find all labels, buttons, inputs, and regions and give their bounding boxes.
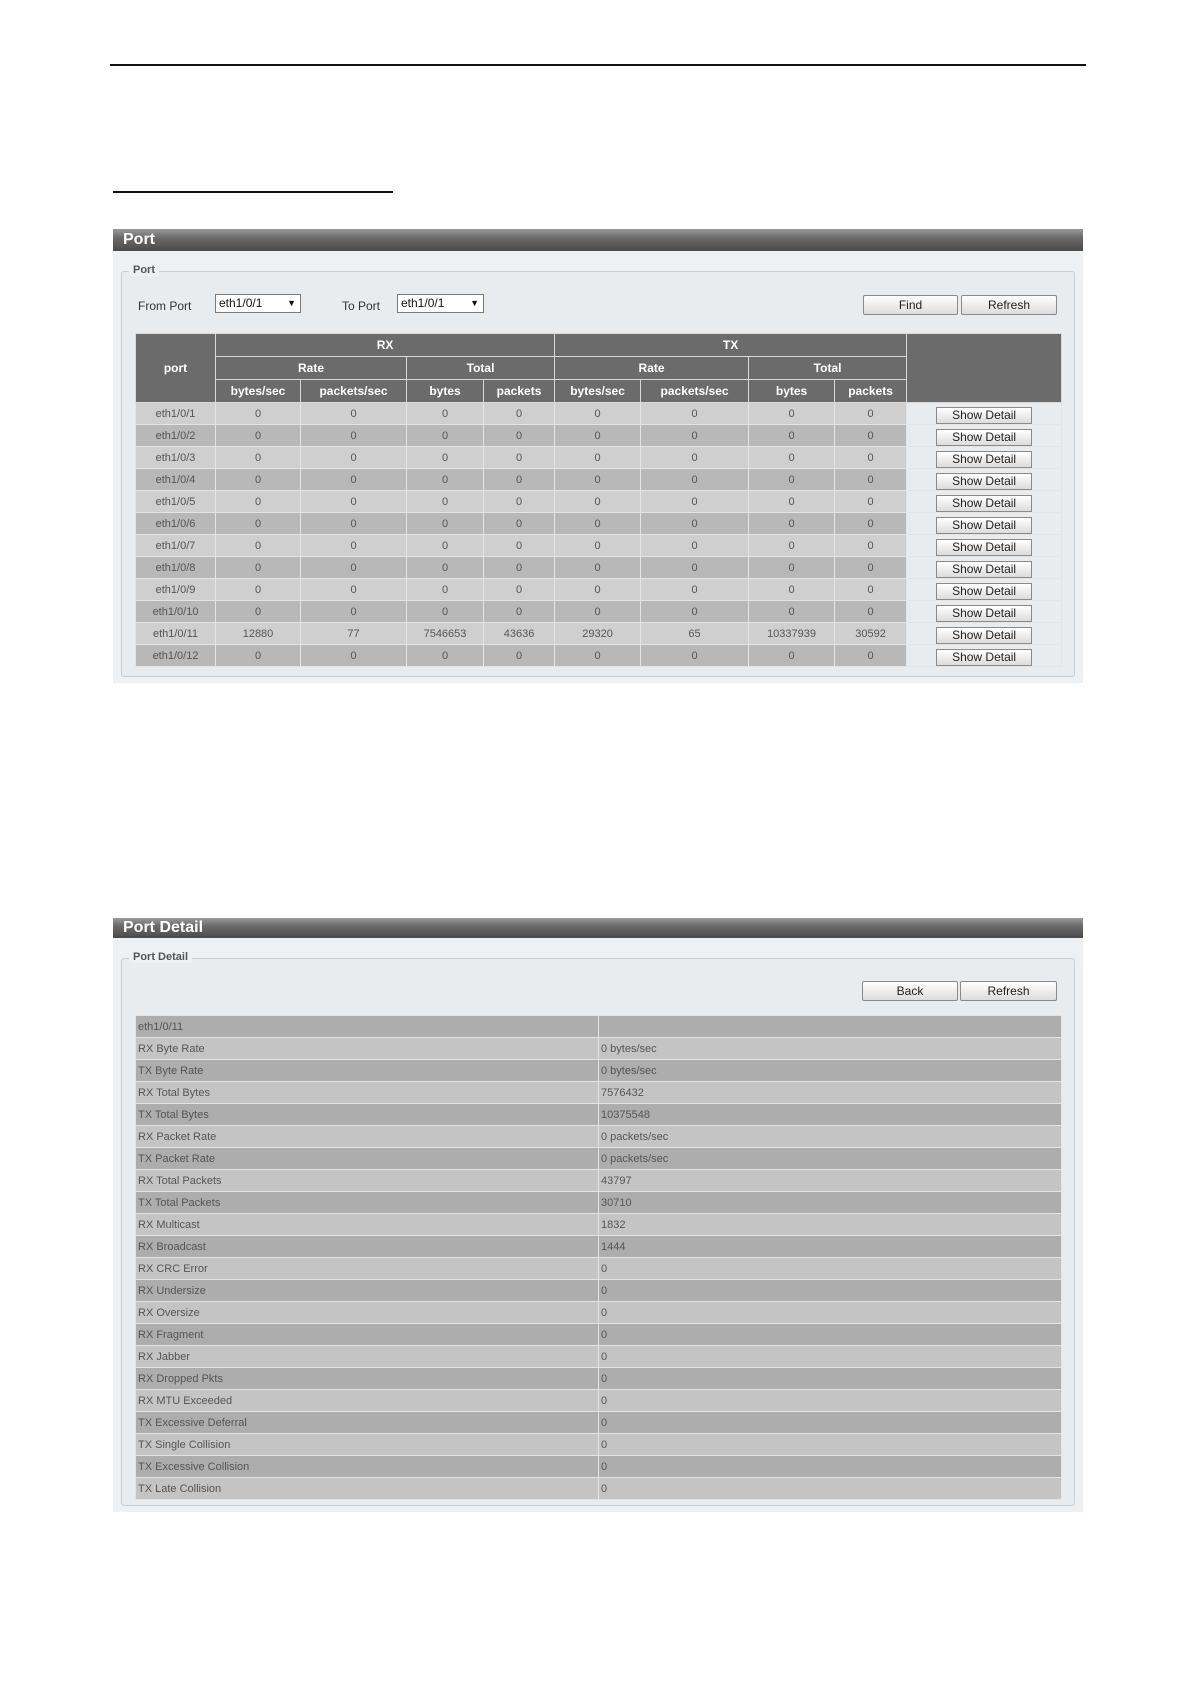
- stat-cell: 0: [555, 601, 641, 623]
- stat-cell: 0: [555, 645, 641, 667]
- port-detail-legend: Port Detail: [129, 951, 192, 963]
- stat-cell: 0: [484, 557, 555, 579]
- header-tx-bytes-sec: bytes/sec: [555, 380, 641, 403]
- stat-cell: 0: [749, 645, 835, 667]
- detail-label-cell: RX Total Bytes: [136, 1082, 599, 1104]
- detail-value-cell: 0: [599, 1324, 1062, 1346]
- detail-row: [136, 1148, 1062, 1170]
- detail-value-cell: 0: [599, 1456, 1062, 1478]
- detail-label-cell: RX Oversize: [136, 1302, 599, 1324]
- stat-cell: 0: [484, 601, 555, 623]
- stat-cell: 0: [641, 469, 749, 491]
- stat-cell: 0: [555, 513, 641, 535]
- header-rx-rate: Rate: [216, 357, 407, 380]
- stat-cell: 0: [641, 535, 749, 557]
- stat-cell: 0: [555, 579, 641, 601]
- detail-row: [136, 1390, 1062, 1412]
- stat-cell: 0: [641, 491, 749, 513]
- stat-cell: 0: [484, 645, 555, 667]
- stat-cell: 0: [407, 491, 484, 513]
- detail-label-cell: TX Excessive Deferral: [136, 1412, 599, 1434]
- action-cell: [907, 579, 1062, 601]
- stat-cell: 0: [216, 535, 301, 557]
- port-detail-table: [135, 1015, 1062, 1500]
- header-tx-rate: Rate: [555, 357, 749, 380]
- stat-cell: 30592: [835, 623, 907, 645]
- port-name-cell: eth1/0/3: [136, 447, 216, 469]
- detail-row: [136, 1324, 1062, 1346]
- stat-cell: 0: [641, 403, 749, 425]
- header-rx-packets-sec: packets/sec: [301, 380, 407, 403]
- stat-cell: 65: [641, 623, 749, 645]
- show-detail-button[interactable]: Show Detail: [936, 561, 1032, 578]
- stat-cell: 0: [835, 447, 907, 469]
- header-action: [907, 334, 1062, 403]
- detail-label-cell: RX CRC Error: [136, 1258, 599, 1280]
- detail-value-cell: 1832: [599, 1214, 1062, 1236]
- header-tx-packets: packets: [835, 380, 907, 403]
- stat-cell: 0: [749, 557, 835, 579]
- stat-cell: 7546653: [407, 623, 484, 645]
- stat-cell: 0: [407, 425, 484, 447]
- from-port-select[interactable]: [215, 294, 301, 313]
- header-rule: [110, 64, 1086, 66]
- chevron-down-icon: ▼: [470, 298, 479, 308]
- detail-label-cell: eth1/0/11: [136, 1016, 599, 1038]
- detail-row: [136, 1038, 1062, 1060]
- stat-cell: 0: [484, 447, 555, 469]
- port-stats-table: [135, 333, 1062, 667]
- stat-cell: 0: [555, 469, 641, 491]
- show-detail-button[interactable]: Show Detail: [936, 451, 1032, 468]
- show-detail-button[interactable]: Show Detail: [936, 605, 1032, 622]
- detail-row: [136, 1412, 1062, 1434]
- header-rx-bytes-sec: bytes/sec: [216, 380, 301, 403]
- stat-cell: 0: [407, 447, 484, 469]
- detail-row: [136, 1456, 1062, 1478]
- detail-row: [136, 1258, 1062, 1280]
- header-tx-bytes: bytes: [749, 380, 835, 403]
- stat-cell: 0: [301, 579, 407, 601]
- action-cell: [907, 557, 1062, 579]
- detail-label-cell: TX Single Collision: [136, 1434, 599, 1456]
- show-detail-button[interactable]: Show Detail: [936, 407, 1032, 424]
- action-cell: [907, 535, 1062, 557]
- show-detail-button[interactable]: Show Detail: [936, 539, 1032, 556]
- header-port: port: [136, 334, 216, 403]
- stat-cell: 0: [484, 403, 555, 425]
- stat-cell: 0: [835, 469, 907, 491]
- detail-row: [136, 1346, 1062, 1368]
- detail-value-cell: [599, 1016, 1062, 1038]
- detail-row: [136, 1104, 1062, 1126]
- stat-cell: 0: [216, 579, 301, 601]
- stat-cell: 0: [216, 645, 301, 667]
- detail-value-cell: 10375548: [599, 1104, 1062, 1126]
- detail-value-cell: 0 bytes/sec: [599, 1060, 1062, 1082]
- detail-refresh-button[interactable]: Refresh: [960, 981, 1057, 1001]
- detail-row: [136, 1280, 1062, 1302]
- detail-row: [136, 1368, 1062, 1390]
- port-detail-panel-title: Port Detail: [113, 918, 1083, 938]
- detail-label-cell: RX Total Packets: [136, 1170, 599, 1192]
- header-rx-bytes: bytes: [407, 380, 484, 403]
- table-row: [136, 469, 1062, 491]
- action-cell: [907, 447, 1062, 469]
- stat-cell: 0: [301, 513, 407, 535]
- show-detail-button[interactable]: Show Detail: [936, 429, 1032, 446]
- stat-cell: 0: [301, 491, 407, 513]
- table-row: [136, 557, 1062, 579]
- port-panel: [113, 229, 1083, 683]
- stat-cell: 0: [555, 447, 641, 469]
- stat-cell: 0: [641, 425, 749, 447]
- stat-cell: 0: [555, 403, 641, 425]
- detail-label-cell: RX Undersize: [136, 1280, 599, 1302]
- port-detail-panel: [113, 918, 1083, 1512]
- show-detail-button[interactable]: Show Detail: [936, 473, 1032, 490]
- table-row: [136, 425, 1062, 447]
- port-name-cell: eth1/0/4: [136, 469, 216, 491]
- detail-label-cell: RX Byte Rate: [136, 1038, 599, 1060]
- stat-cell: 0: [749, 469, 835, 491]
- stat-cell: 43636: [484, 623, 555, 645]
- stat-cell: 0: [835, 403, 907, 425]
- port-name-cell: eth1/0/11: [136, 623, 216, 645]
- detail-label-cell: TX Total Packets: [136, 1192, 599, 1214]
- table-row: [136, 491, 1062, 513]
- stat-cell: 0: [407, 557, 484, 579]
- back-button[interactable]: Back: [862, 981, 958, 1001]
- stat-cell: 29320: [555, 623, 641, 645]
- stat-cell: 77: [301, 623, 407, 645]
- action-cell: [907, 623, 1062, 645]
- stat-cell: 0: [835, 601, 907, 623]
- detail-value-cell: 43797: [599, 1170, 1062, 1192]
- chevron-down-icon: ▼: [287, 298, 296, 308]
- from-port-value: eth1/0/1: [219, 296, 263, 310]
- find-button[interactable]: Find: [863, 295, 958, 315]
- stat-cell: 0: [301, 403, 407, 425]
- header-rx: RX: [216, 334, 555, 357]
- detail-row: [136, 1016, 1062, 1038]
- to-port-value: eth1/0/1: [401, 296, 445, 310]
- detail-value-cell: 0: [599, 1412, 1062, 1434]
- detail-label-cell: RX Jabber: [136, 1346, 599, 1368]
- table-row: [136, 579, 1062, 601]
- to-port-select[interactable]: [397, 294, 484, 313]
- stat-cell: 0: [835, 645, 907, 667]
- detail-label-cell: RX MTU Exceeded: [136, 1390, 599, 1412]
- port-name-cell: eth1/0/8: [136, 557, 216, 579]
- stat-cell: 0: [216, 557, 301, 579]
- stat-cell: 0: [835, 535, 907, 557]
- detail-row: [136, 1126, 1062, 1148]
- detail-label-cell: RX Dropped Pkts: [136, 1368, 599, 1390]
- stat-cell: 0: [407, 535, 484, 557]
- detail-label-cell: RX Broadcast: [136, 1236, 599, 1258]
- stat-cell: 0: [835, 513, 907, 535]
- port-name-cell: eth1/0/10: [136, 601, 216, 623]
- stat-cell: 0: [216, 469, 301, 491]
- detail-row: [136, 1478, 1062, 1500]
- stat-cell: 0: [301, 557, 407, 579]
- to-port-label: To Port: [342, 299, 381, 313]
- stat-cell: 0: [835, 491, 907, 513]
- show-detail-button[interactable]: Show Detail: [936, 495, 1032, 512]
- port-legend: Port: [129, 264, 159, 276]
- port-name-cell: eth1/0/6: [136, 513, 216, 535]
- detail-row: [136, 1082, 1062, 1104]
- stat-cell: 0: [301, 601, 407, 623]
- stat-cell: 0: [407, 579, 484, 601]
- stat-cell: 0: [484, 491, 555, 513]
- action-cell: [907, 403, 1062, 425]
- detail-value-cell: 0: [599, 1346, 1062, 1368]
- detail-row: [136, 1236, 1062, 1258]
- stat-cell: 0: [216, 447, 301, 469]
- stat-cell: 0: [749, 513, 835, 535]
- detail-value-cell: 0: [599, 1390, 1062, 1412]
- show-detail-button[interactable]: Show Detail: [936, 583, 1032, 600]
- from-port-label: From Port: [138, 299, 192, 313]
- stat-cell: 0: [641, 513, 749, 535]
- detail-value-cell: 30710: [599, 1192, 1062, 1214]
- stat-cell: 12880: [216, 623, 301, 645]
- stat-cell: 0: [301, 645, 407, 667]
- detail-value-cell: 0: [599, 1302, 1062, 1324]
- stat-cell: 0: [484, 425, 555, 447]
- detail-value-cell: 0: [599, 1478, 1062, 1500]
- table-row: [136, 623, 1062, 645]
- stat-cell: 0: [407, 601, 484, 623]
- section-underline: [113, 191, 393, 193]
- port-name-cell: eth1/0/7: [136, 535, 216, 557]
- refresh-button[interactable]: Refresh: [961, 295, 1057, 315]
- detail-label-cell: RX Packet Rate: [136, 1126, 599, 1148]
- stat-cell: 0: [641, 447, 749, 469]
- stat-cell: 0: [749, 447, 835, 469]
- stat-cell: 0: [749, 491, 835, 513]
- stat-cell: 0: [749, 403, 835, 425]
- table-row: [136, 535, 1062, 557]
- stat-cell: 0: [835, 425, 907, 447]
- port-name-cell: eth1/0/5: [136, 491, 216, 513]
- detail-row: [136, 1060, 1062, 1082]
- detail-row: [136, 1434, 1062, 1456]
- stat-cell: 0: [484, 469, 555, 491]
- detail-value-cell: 0 packets/sec: [599, 1126, 1062, 1148]
- detail-label-cell: TX Late Collision: [136, 1478, 599, 1500]
- stat-cell: 0: [555, 535, 641, 557]
- stat-cell: 0: [749, 579, 835, 601]
- detail-value-cell: 7576432: [599, 1082, 1062, 1104]
- action-cell: [907, 491, 1062, 513]
- show-detail-button[interactable]: Show Detail: [936, 649, 1032, 666]
- stat-cell: 0: [484, 513, 555, 535]
- stat-cell: 0: [301, 469, 407, 491]
- detail-label-cell: RX Multicast: [136, 1214, 599, 1236]
- port-name-cell: eth1/0/2: [136, 425, 216, 447]
- stat-cell: 0: [749, 601, 835, 623]
- table-row: [136, 447, 1062, 469]
- header-tx-packets-sec: packets/sec: [641, 380, 749, 403]
- detail-value-cell: 0: [599, 1258, 1062, 1280]
- stat-cell: 0: [216, 403, 301, 425]
- stat-cell: 0: [301, 535, 407, 557]
- stat-cell: 0: [641, 645, 749, 667]
- show-detail-button[interactable]: Show Detail: [936, 627, 1032, 644]
- stat-cell: 0: [407, 469, 484, 491]
- header-tx-total: Total: [749, 357, 907, 380]
- stat-cell: 0: [641, 557, 749, 579]
- stat-cell: 0: [835, 557, 907, 579]
- stat-cell: 0: [641, 601, 749, 623]
- header-rx-packets: packets: [484, 380, 555, 403]
- stat-cell: 0: [407, 403, 484, 425]
- detail-row: [136, 1214, 1062, 1236]
- stat-cell: 0: [301, 447, 407, 469]
- header-tx: TX: [555, 334, 907, 357]
- stat-cell: 0: [301, 425, 407, 447]
- detail-value-cell: 0 packets/sec: [599, 1148, 1062, 1170]
- detail-value-cell: 0: [599, 1434, 1062, 1456]
- stat-cell: 0: [484, 535, 555, 557]
- stat-cell: 10337939: [749, 623, 835, 645]
- stat-cell: 0: [835, 579, 907, 601]
- detail-label-cell: RX Fragment: [136, 1324, 599, 1346]
- stat-cell: 0: [749, 425, 835, 447]
- stat-cell: 0: [555, 557, 641, 579]
- header-rx-total: Total: [407, 357, 555, 380]
- detail-row: [136, 1302, 1062, 1324]
- stat-cell: 0: [484, 579, 555, 601]
- action-cell: [907, 601, 1062, 623]
- show-detail-button[interactable]: Show Detail: [936, 517, 1032, 534]
- table-row: [136, 601, 1062, 623]
- port-name-cell: eth1/0/1: [136, 403, 216, 425]
- detail-label-cell: TX Byte Rate: [136, 1060, 599, 1082]
- action-cell: [907, 425, 1062, 447]
- stat-cell: 0: [555, 425, 641, 447]
- detail-value-cell: 0: [599, 1368, 1062, 1390]
- stat-cell: 0: [216, 601, 301, 623]
- detail-label-cell: TX Total Bytes: [136, 1104, 599, 1126]
- detail-row: [136, 1170, 1062, 1192]
- stat-cell: 0: [641, 579, 749, 601]
- table-row: [136, 645, 1062, 667]
- port-panel-title: Port: [113, 229, 1083, 251]
- detail-row: [136, 1192, 1062, 1214]
- stat-cell: 0: [216, 513, 301, 535]
- detail-label-cell: TX Excessive Collision: [136, 1456, 599, 1478]
- detail-value-cell: 0: [599, 1280, 1062, 1302]
- stat-cell: 0: [407, 513, 484, 535]
- stat-cell: 0: [407, 645, 484, 667]
- action-cell: [907, 645, 1062, 667]
- detail-label-cell: TX Packet Rate: [136, 1148, 599, 1170]
- action-cell: [907, 513, 1062, 535]
- table-row: [136, 513, 1062, 535]
- stat-cell: 0: [216, 425, 301, 447]
- action-cell: [907, 469, 1062, 491]
- port-name-cell: eth1/0/9: [136, 579, 216, 601]
- detail-value-cell: 1444: [599, 1236, 1062, 1258]
- port-name-cell: eth1/0/12: [136, 645, 216, 667]
- detail-value-cell: 0 bytes/sec: [599, 1038, 1062, 1060]
- stat-cell: 0: [555, 491, 641, 513]
- table-row: [136, 403, 1062, 425]
- stat-cell: 0: [216, 491, 301, 513]
- stat-cell: 0: [749, 535, 835, 557]
